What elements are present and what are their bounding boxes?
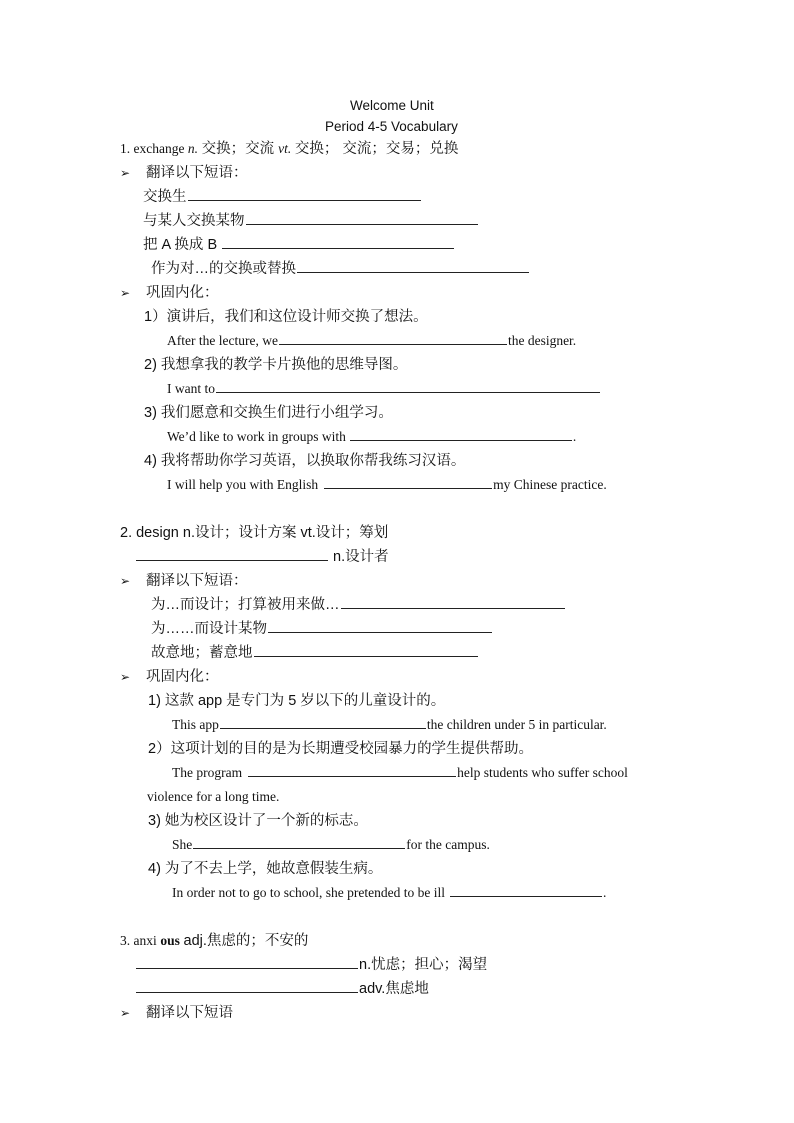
section1-phrase: 把 A 换成 B [143,234,455,256]
answer-blank[interactable] [136,546,328,561]
section1-pos-verb: vt. [278,141,292,156]
answer-blank[interactable] [450,882,602,897]
section1-item-cn: 3) 我们愿意和交换生们进行小组学习。 [144,405,393,421]
section2-phrase: 为…而设计；打算被用来做… [151,594,566,616]
section2-item-en: The program help students who suffer school [172,762,628,784]
section1-item-en: I will help you with English my Chinese practice. [167,474,607,496]
section2-item-en-wrap: violence for a long time. [147,789,280,804]
section3-heading [120,930,308,952]
section1-phrase: 作为对…的交换或替换 [151,258,530,280]
section3-heading-word: 3. anxi [120,933,157,948]
answer-blank[interactable] [246,210,478,225]
section2-item-cn: 4) 为了不去上学，她故意假装生病。 [148,861,383,877]
answer-blank[interactable] [222,234,454,249]
section1-pos-noun: n. [187,141,198,156]
section1-item-en: After the lecture, we the designer. [167,330,576,352]
answer-blank[interactable] [136,978,358,993]
section2-item-en: In order not to go to school, she pretended to be ill . [172,882,606,904]
section1-phrase: 交换生 [143,186,422,208]
section2-noun-form: n.设计者 [135,546,389,568]
section1-item-en: I want to [167,378,601,400]
bullet-icon: ➢ [120,1006,131,1020]
answer-blank[interactable] [350,426,572,441]
section1-def-verb: 交换； 交流；交易；兑换 [294,141,459,157]
section3-heading-def: adj.焦虑的；不安的 [183,933,309,949]
answer-blank[interactable] [188,186,421,201]
section2-item-cn: 2）这项计划的目的是为长期遭受校园暴力的学生提供帮助。 [148,741,534,757]
answer-blank[interactable] [216,378,600,393]
answer-blank[interactable] [279,330,507,345]
section2-item-cn: 3) 她为校区设计了一个新的标志。 [148,813,368,829]
section2-translate-label: ➢ 翻译以下短语： [120,570,248,592]
bullet-icon: ➢ [120,574,131,588]
section1-heading-word: 1. exchange [120,141,188,156]
section2-item-en: This app the children under 5 in particular. [172,714,607,736]
section1-item-en: We’d like to work in groups with . [167,426,576,448]
section1-item-cn: 2) 我想拿我的教学卡片换他的思维导图。 [144,357,408,373]
answer-blank[interactable] [341,594,565,609]
section2-item-en: She for the campus. [172,834,490,856]
answer-blank[interactable] [220,714,426,729]
section2-practice-label: ➢ 巩固内化： [120,666,219,688]
answer-blank[interactable] [136,954,358,969]
section1-item-cn: 1）演讲后，我们和这位设计师交换了想法。 [144,309,428,325]
section2-item-cn: 1) 这款 app 是专门为 5 岁以下的儿童设计的。 [148,693,446,709]
answer-blank[interactable] [297,258,529,273]
section1-def-noun: 交换；交流 [201,141,279,157]
section1-practice-label: ➢ 巩固内化： [120,282,219,304]
section2-phrase: 为……而设计某物 [151,618,493,640]
section1-heading [120,138,458,160]
section3-heading-suffix: ous [160,933,180,948]
answer-blank[interactable] [324,474,492,489]
section1-item-cn: 4) 我将帮助你学习英语，以换取你帮我练习汉语。 [144,453,466,469]
page-title: Welcome Unit [350,98,434,113]
section2-heading: 2. design n.设计；设计方案 vt.设计；筹划 [120,525,389,541]
section1-translate-label: ➢ 翻译以下短语： [120,162,248,184]
bullet-icon: ➢ [120,670,131,684]
bullet-icon: ➢ [120,166,131,180]
section3-translate-label: ➢ 翻译以下短语 [120,1002,233,1024]
section3-form-adverb: adv.焦虑地 [135,978,429,1000]
section2-phrase: 故意地；蓄意地 [151,642,479,664]
bullet-icon: ➢ [120,286,131,300]
page-subtitle: Period 4-5 Vocabulary [325,119,458,134]
answer-blank[interactable] [193,834,405,849]
section3-form-noun: n.忧虑；担心；渴望 [135,954,487,976]
section1-phrase: 与某人交换某物 [143,210,479,232]
answer-blank[interactable] [254,642,478,657]
answer-blank[interactable] [268,618,492,633]
answer-blank[interactable] [248,762,456,777]
